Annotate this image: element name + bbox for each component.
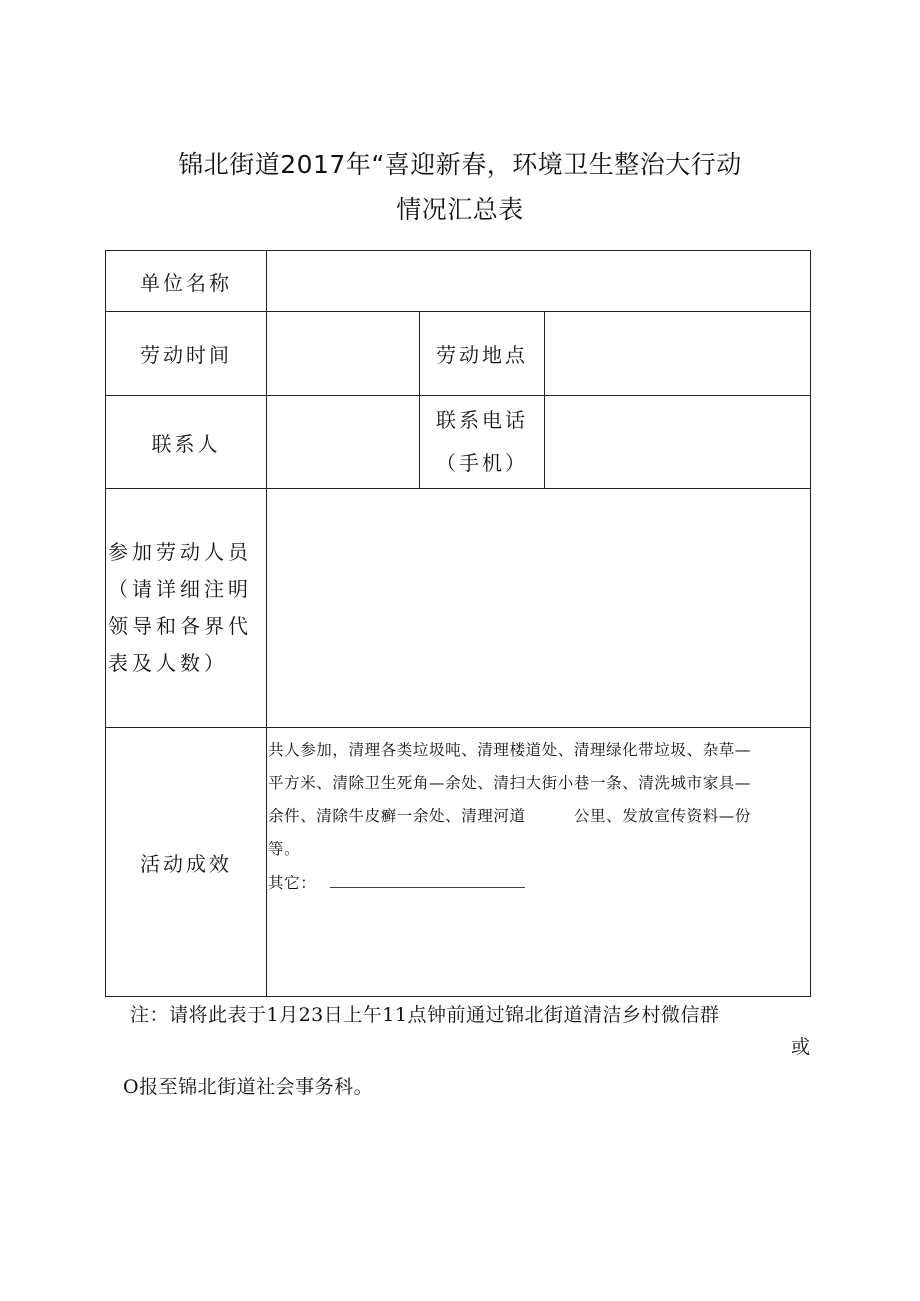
contact-person-input[interactable]: [267, 396, 419, 488]
summary-form-table: [105, 250, 811, 997]
other-field: [268, 867, 811, 900]
contact-phone-label-line-2: （手机）: [436, 451, 528, 475]
note-line-2: 或: [791, 1036, 811, 1058]
table-border-bottom: [105, 996, 811, 997]
labor-location-label: 劳动地点: [436, 343, 528, 367]
participants-label-line: 领导和各界代: [108, 614, 252, 638]
contact-phone-label-line-1: 联系电话: [436, 408, 528, 432]
labor-location-input[interactable]: [545, 312, 810, 395]
participants-label-line: 参加劳动人员: [108, 540, 252, 564]
results-text[interactable]: [268, 734, 811, 900]
results-text-line: 共人参加，清理各类垃圾吨、清理楼道处、清理绿化带垃圾、杂草—: [268, 741, 752, 759]
participants-label-line: （请详细注明: [108, 577, 252, 601]
unit-name-label: 单位名称: [140, 270, 232, 295]
unit-name-input[interactable]: [267, 251, 810, 311]
note-line-1: 注：请将此表于1月23日上午11点钟前通过锦北街道清洁乡村微信群: [130, 1004, 720, 1026]
document-title-line-1: 锦北街道2017年“喜迎新春，环境卫生整治大行动: [178, 150, 742, 179]
document-title-line-2: 情况汇总表: [396, 195, 524, 224]
results-label: 活动成效: [140, 851, 232, 876]
other-input-line[interactable]: [330, 873, 525, 888]
results-text-line: 余件、清除牛皮癣一余处、清理河道 公里、发放宣传资料—份: [268, 807, 752, 825]
results-text-line: 等。: [268, 840, 301, 858]
note-line-3: O报至锦北街道社会事务科。: [123, 1076, 374, 1098]
participants-input[interactable]: [267, 489, 810, 727]
results-text-line: 平方米、清除卫生死角—余处、清扫大街小巷一条、清洗城市家具—: [268, 774, 752, 792]
other-label: 其它：: [268, 874, 317, 892]
contact-phone-label: [420, 396, 544, 488]
contact-phone-input[interactable]: [545, 396, 810, 488]
participants-label: [108, 489, 266, 727]
contact-person-label: 联系人: [151, 431, 221, 456]
labor-time-label: 劳动时间: [140, 343, 232, 367]
participants-label-line: 表及人数）: [108, 651, 228, 675]
labor-time-input[interactable]: [267, 312, 419, 395]
